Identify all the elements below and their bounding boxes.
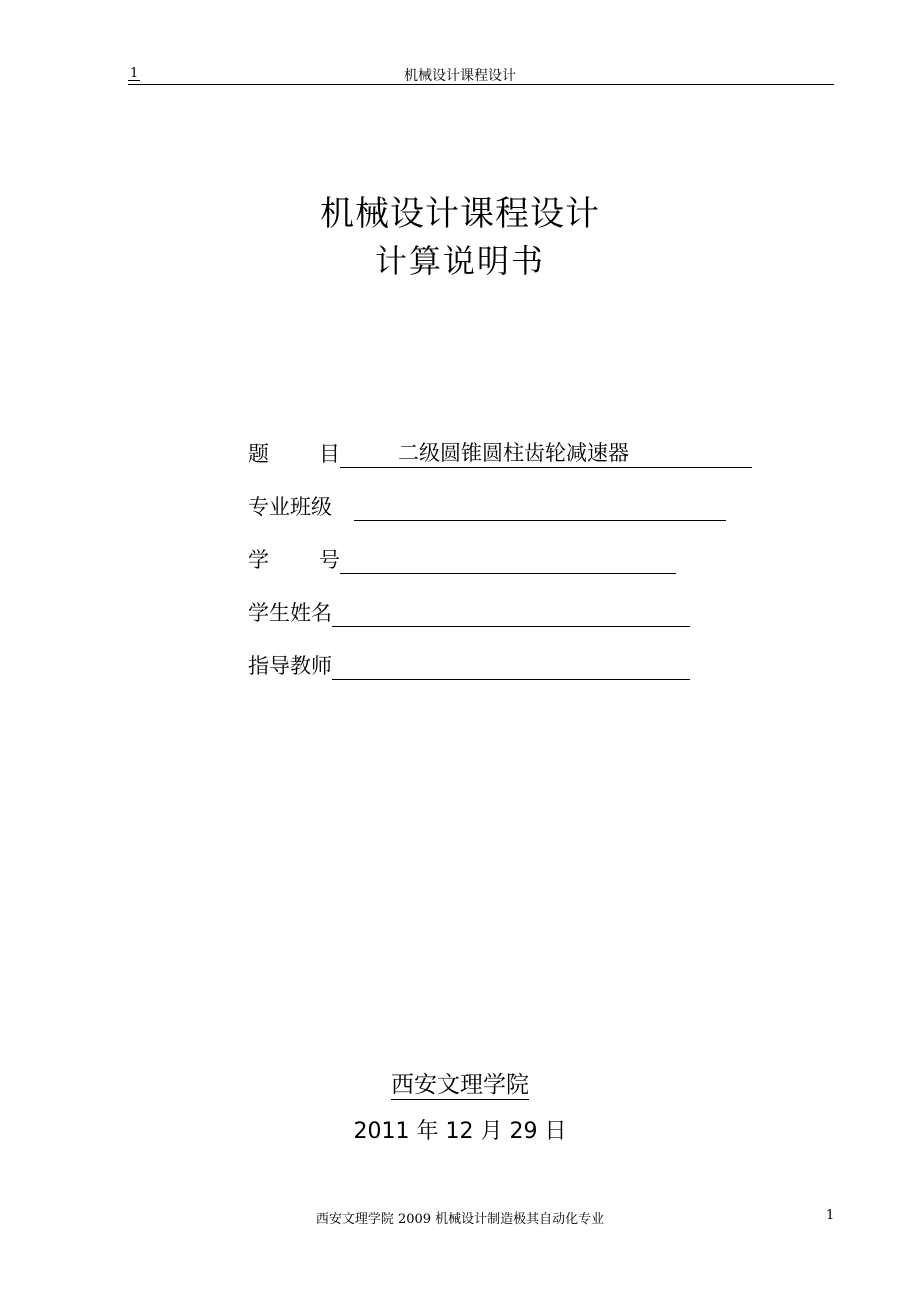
topic-label: 题 目 <box>248 442 340 466</box>
cover-subtitle: 计算说明书 <box>374 242 545 280</box>
student-name-line <box>332 602 690 627</box>
institution-name: 西安文理学院 <box>391 1072 529 1098</box>
major-class-line <box>354 496 726 521</box>
student-id-label: 学 号 <box>248 548 340 572</box>
cover-title: 机械设计课程设计 <box>320 194 600 234</box>
page-footer-number: 1 <box>826 1208 835 1223</box>
student-name-field <box>248 597 690 627</box>
cover-date: 2011 年 12 月 29 日 <box>353 1119 567 1144</box>
header-title: 机械设计课程设计 <box>404 68 516 84</box>
advisor-label: 指导教师 <box>248 654 332 678</box>
topic-value: 二级圆锥圆柱齿轮减速器 <box>398 441 629 465</box>
topic-line <box>340 443 752 468</box>
header-page-number: 1 <box>130 66 139 81</box>
page-footer-text: 西安文理学院 2009 机械设计制造极其自动化专业 <box>315 1212 605 1227</box>
student-id-field <box>248 544 676 574</box>
advisor-line <box>332 655 690 680</box>
topic-field <box>248 438 752 468</box>
advisor-field <box>248 650 690 680</box>
student-id-line <box>340 549 676 574</box>
student-name-label: 学生姓名 <box>248 601 332 625</box>
header-rule <box>128 84 834 85</box>
major-class-label: 专业班级 <box>248 495 332 519</box>
major-class-field <box>248 491 726 521</box>
